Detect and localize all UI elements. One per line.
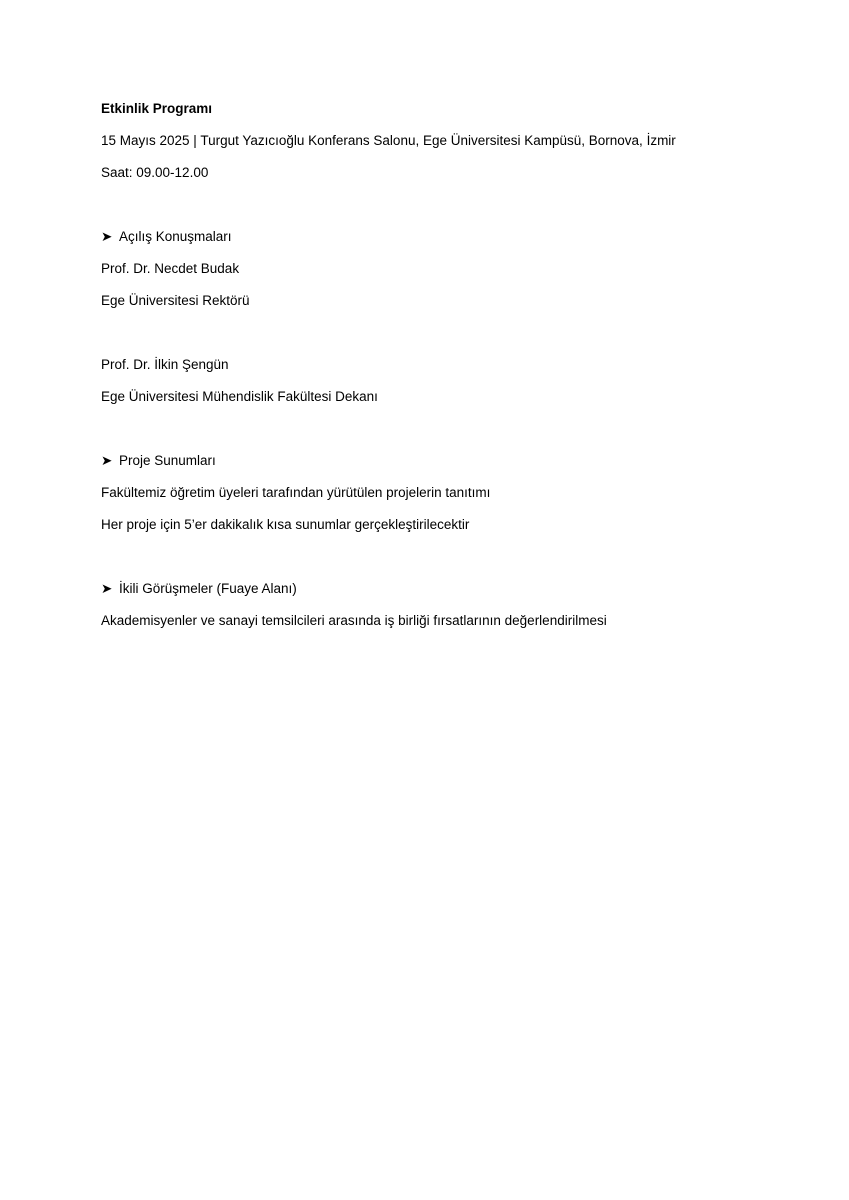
speaker-role: Ege Üniversitesi Rektörü bbox=[101, 293, 250, 308]
section-heading-label: Açılış Konuşmaları bbox=[119, 229, 232, 244]
document-title: Etkinlik Programı bbox=[101, 101, 213, 116]
arrow-bullet-icon: ➤ bbox=[101, 581, 113, 596]
section-text: Fakültemiz öğretim üyeleri tarafından yürütülen projelerin tanıtımı bbox=[101, 485, 491, 500]
speaker-name: Prof. Dr. İlkin Şengün bbox=[101, 357, 229, 372]
speaker-name: Prof. Dr. Necdet Budak bbox=[101, 261, 240, 276]
section-heading-label: İkili Görüşmeler (Fuaye Alanı) bbox=[119, 581, 297, 596]
event-date-location: 15 Mayıs 2025 | Turgut Yazıcıoğlu Konferans Salonu, Ege Üniversitesi Kampüsü, Bornova, İzmir bbox=[101, 133, 676, 148]
event-time: Saat: 09.00-12.00 bbox=[101, 165, 209, 180]
section-heading-label: Proje Sunumları bbox=[119, 453, 216, 468]
arrow-bullet-icon: ➤ bbox=[101, 453, 113, 468]
section-text: Akademisyenler ve sanayi temsilcileri arasında iş birliği fırsatlarının değerlendirilmesi bbox=[101, 613, 607, 628]
section-heading-meetings bbox=[101, 580, 801, 598]
section-heading-projects bbox=[101, 452, 801, 470]
document-content bbox=[101, 100, 801, 630]
section-heading-opening bbox=[101, 228, 801, 246]
speaker-role: Ege Üniversitesi Mühendislik Fakültesi Dekanı bbox=[101, 389, 378, 404]
arrow-bullet-icon: ➤ bbox=[101, 229, 113, 244]
section-text: Her proje için 5’er dakikalık kısa sunumlar gerçekleştirilecektir bbox=[101, 517, 470, 532]
